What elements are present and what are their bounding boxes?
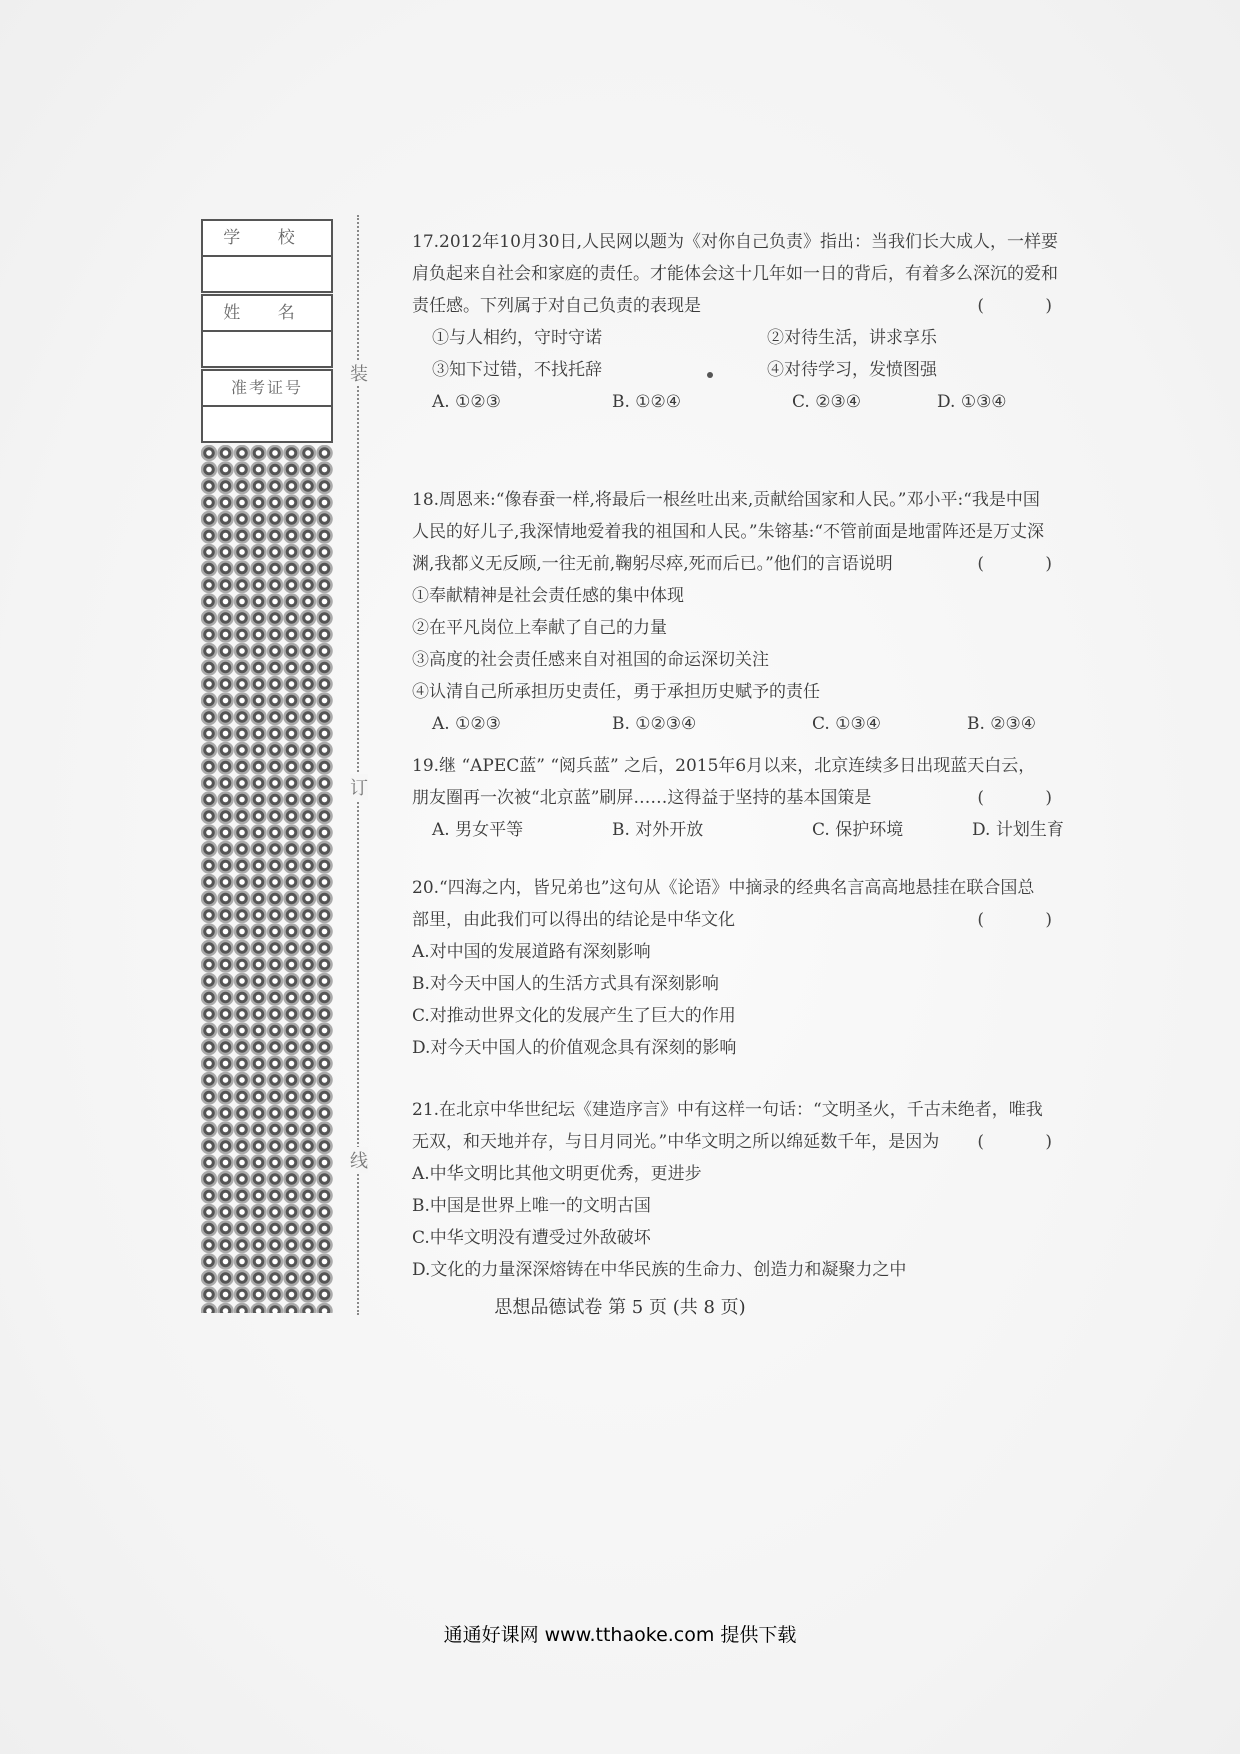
choice-b[interactable]: B.对今天中国人的生活方式具有深刻影响 — [412, 974, 719, 994]
exam-id-box — [201, 369, 333, 443]
choice-b[interactable]: B. ①②④ — [612, 392, 682, 412]
question-stem-line: 18.周恩来:“像春蚕一样,将最后一根丝吐出来,贡献给国家和人民。”邓小平:“我是中国 — [412, 490, 1040, 510]
school-field[interactable] — [203, 257, 331, 291]
choice-d[interactable]: D. 计划生育 — [972, 820, 1064, 840]
question-17 — [412, 226, 1080, 418]
choice-b[interactable]: B.中国是世界上唯一的文明古国 — [412, 1196, 651, 1216]
name-box — [201, 294, 333, 368]
choice-c[interactable]: C. ①③④ — [812, 714, 881, 734]
exam-id-label: 准考证号 — [203, 371, 331, 407]
choice-c[interactable]: C.中华文明没有遭受过外敌破坏 — [412, 1228, 651, 1248]
choice-a[interactable]: A. ①②③ — [432, 714, 501, 734]
choice-b[interactable]: B. 对外开放 — [612, 820, 704, 840]
choice-a[interactable]: A.中华文明比其他文明更优秀，更进步 — [412, 1164, 702, 1184]
question-stem-line: 责任感。下列属于对自己负责的表现是 — [412, 296, 701, 316]
statement-item: ④对待学习，发愤图强 — [767, 360, 937, 380]
statement-item: ②对待生活，讲求享乐 — [767, 328, 937, 348]
download-credit: 通通好课网 www.tthaoke.com 提供下载 — [443, 1624, 797, 1646]
choice-c[interactable]: C. ②③④ — [792, 392, 861, 412]
binding-mark-zhuang: 装 — [350, 360, 368, 386]
answer-parenthesis[interactable]: ( ) — [977, 910, 1080, 930]
choice-c[interactable]: C. 保护环境 — [812, 820, 904, 840]
statement-item: ①与人相约，守时守诺 — [432, 328, 602, 348]
answer-parenthesis[interactable]: ( ) — [977, 788, 1080, 808]
answer-parenthesis[interactable]: ( ) — [977, 1132, 1080, 1152]
question-stem-line: 17.2012年10月30日,人民网以题为《对你自己负责》指出：当我们长大成人，一样要 — [412, 232, 1058, 252]
binding-mark-xian: 线 — [350, 1147, 368, 1173]
question-stem-line: 部里，由此我们可以得出的结论是中华文化 — [412, 910, 735, 930]
choice-a[interactable]: A. ①②③ — [432, 392, 501, 412]
stray-dot — [707, 372, 713, 378]
statement-item: ①奉献精神是社会责任感的集中体现 — [412, 586, 684, 606]
question-stem-line: 21.在北京中华世纪坛《建造序言》中有这样一句话：“文明圣火，千古未绝者，唯我 — [412, 1100, 1043, 1120]
name-label: 姓 名 — [203, 296, 331, 332]
choice-c[interactable]: C.对推动世界文化的发展产生了巨大的作用 — [412, 1006, 736, 1026]
school-label: 学 校 — [203, 221, 331, 257]
question-stem-line: 19.继 “APEC蓝” “阅兵蓝” 之后，2015年6月以来，北京连续多日出现蓝天白云， — [412, 756, 1036, 776]
answer-parenthesis[interactable]: ( ) — [977, 296, 1080, 316]
question-stem-line: 渊,我都义无反顾,一往无前,鞠躬尽瘁,死而后已。”他们的言语说明 — [412, 554, 893, 574]
question-19 — [412, 750, 1080, 846]
name-field[interactable] — [203, 332, 331, 366]
statement-item: ③高度的社会责任感来自对祖国的命运深切关注 — [412, 650, 769, 670]
page-footer: 思想品德试卷 第 5 页 (共 8 页) — [494, 1297, 746, 1318]
question-stem-line: 朋友圈再一次被“北京蓝”刷屏……这得益于坚持的基本国策是 — [412, 788, 872, 808]
question-stem-line: 人民的好儿子,我深情地爱着我的祖国和人民。”朱镕基:“不管前面是地雷阵还是万丈深 — [412, 522, 1045, 542]
question-18 — [412, 484, 1080, 740]
decorative-pattern — [201, 445, 333, 1313]
statement-item: ②在平凡岗位上奉献了自己的力量 — [412, 618, 667, 638]
question-stem-line: 无双，和天地并存，与日月同光。”中华文明之所以绵延数千年，是因为 — [412, 1132, 940, 1152]
school-box — [201, 219, 333, 293]
answer-parenthesis[interactable]: ( ) — [977, 554, 1080, 574]
statement-item: ③知下过错，不找托辞 — [432, 360, 602, 380]
choice-d[interactable]: D.对今天中国人的价值观念具有深刻的影响 — [412, 1038, 737, 1058]
choice-b[interactable]: B. ①②③④ — [612, 714, 697, 734]
choice-a[interactable]: A. 男女平等 — [432, 820, 524, 840]
question-stem-line: 20.“四海之内，皆兄弟也”这句从《论语》中摘录的经典名言高高地悬挂在联合国总 — [412, 878, 1035, 898]
statement-item: ④认清自己所承担历史责任，勇于承担历史赋予的责任 — [412, 682, 820, 702]
question-21 — [412, 1094, 1080, 1286]
question-stem-line: 肩负起来自社会和家庭的责任。才能体会这十几年如一日的背后，有着多么深沉的爱和 — [412, 264, 1058, 284]
exam-id-field[interactable] — [203, 407, 331, 441]
choice-a[interactable]: A.对中国的发展道路有深刻影响 — [412, 942, 651, 962]
binding-mark-ding: 订 — [350, 774, 368, 800]
question-20 — [412, 872, 1080, 1064]
choice-d[interactable]: D.文化的力量深深熔铸在中华民族的生命力、创造力和凝聚力之中 — [412, 1260, 907, 1280]
choice-d[interactable]: D. ①③④ — [937, 392, 1007, 412]
choice-d[interactable]: B. ②③④ — [967, 714, 1037, 734]
